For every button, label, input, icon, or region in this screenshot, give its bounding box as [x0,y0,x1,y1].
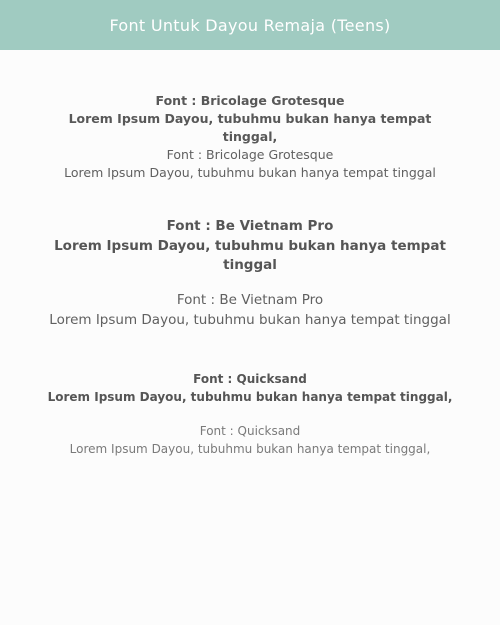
sample-bricolage-bold [40,92,460,146]
font-name-label: Font : Be Vietnam Pro [176,292,324,308]
sample-text: Lorem Ipsum Dayou, tubuhmu bukan hanya tempat tinggal, [68,111,432,144]
sample-quicksand-bold [40,371,460,406]
sample-text: Lorem Ipsum Dayou, tubuhmu bukan hanya tempat tinggal, [47,389,453,404]
font-name-label: Font : Be Vietnam Pro [166,218,334,234]
sample-vietnam-regular [40,291,460,330]
sample-text: Lorem Ipsum Dayou, tubuhmu bukan hanya tempat tinggal [49,311,451,328]
font-name-label: Font : Quicksand [193,372,307,386]
sample-bricolage-regular [40,146,460,182]
font-name-label: Font : Bricolage Grotesque [166,147,334,162]
font-name-label: Font : Bricolage Grotesque [155,93,345,108]
page-header [0,0,500,50]
sample-quicksand-light [40,423,460,458]
sample-text: Lorem Ipsum Dayou, tubuhmu bukan hanya tempat tinggal, [69,441,431,456]
sample-text: Lorem Ipsum Dayou, tubuhmu bukan hanya tempat tinggal [54,237,446,273]
font-name-label: Font : Quicksand [199,424,301,438]
sample-text: Lorem Ipsum Dayou, tubuhmu bukan hanya tempat tinggal [64,165,436,180]
page-title: Font Untuk Dayou Remaja (Teens) [109,15,391,35]
sample-vietnam-bold [40,217,460,276]
